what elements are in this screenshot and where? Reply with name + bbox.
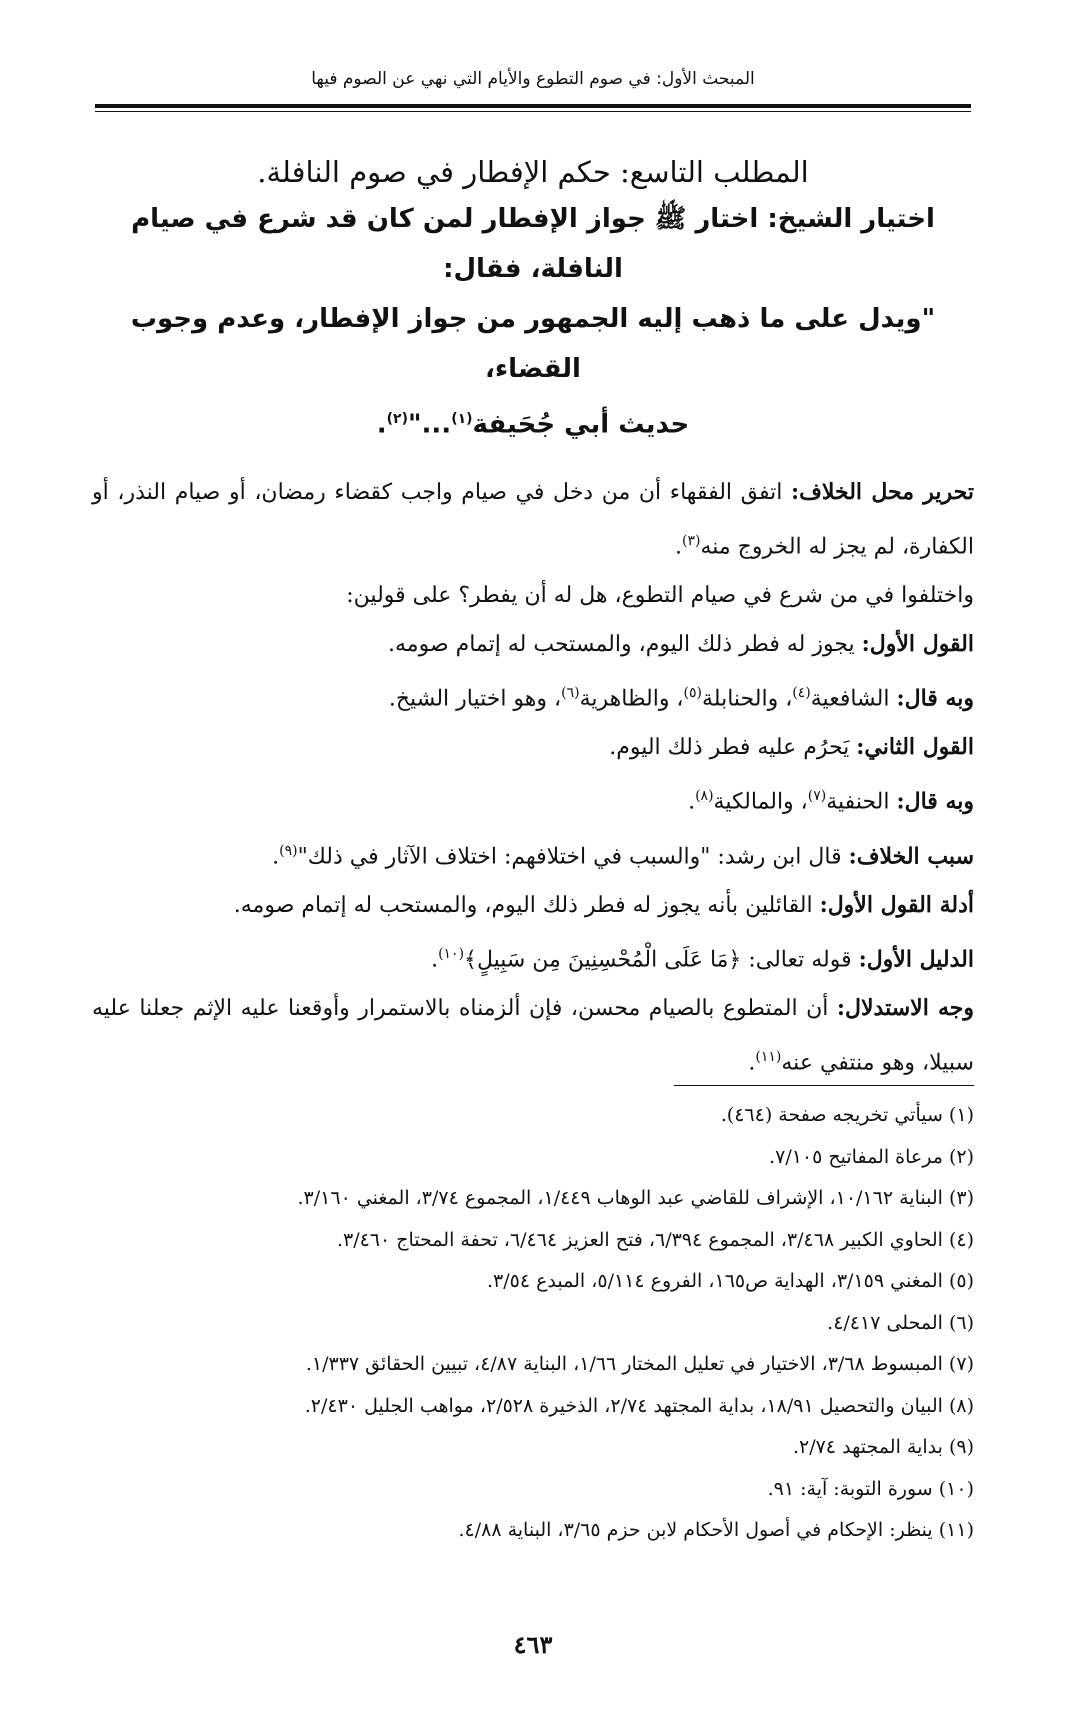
paragraph-second-opinion-holders [92,772,974,826]
paragraph-first-opinion-holders [92,669,974,723]
paragraph-cause-of-dispute [92,827,974,881]
section-title: المطلب التاسع: حكم الإفطار في صوم النافلة. [257,155,809,189]
footnote-item: (٦) المحلى ٤/٤١٧. [827,1311,974,1334]
paragraph-inference [92,984,974,1087]
running-header: المبحث الأول: في صوم التطوع والأيام التي نهي عن الصوم فيها [311,69,755,89]
paragraph-text: ، والمالكية [713,789,808,815]
choice-line-2: "ويدل على ما ذهب إليه الجمهور من جواز الإفطار، وعدم وجوب القضاء، [130,304,936,384]
choice-line-1: اختيار الشيخ: اختار ﷺ جواز الإفطار لمن كان قد شرع في صيام النافلة، فقال: [131,204,935,284]
paragraph-text: قال ابن رشد: "والسبب في اختلافهم: اختلاف الآثار في ذلك" [297,843,849,869]
sheikh-choice [92,194,974,450]
paragraph-first-opinion-evidence [92,881,974,930]
main-content [92,150,974,1088]
paragraph-first-evidence [92,930,974,984]
paragraph-text: . [688,789,696,815]
paragraph-end: . [748,1050,756,1076]
page-number: ٤٦٣ [513,1630,553,1659]
paragraph-label: وبه قال: [896,788,974,815]
footnote-item: (٣) البناية ١٠/١٦٢، الإشراف للقاضي عبد الوهاب ١/٤٤٩، المجموع ٣/٧٤، المغني ٣/١٦٠. [297,1187,974,1209]
paragraph-second-opinion [92,723,974,772]
choice-line-3-mid: ..." [408,409,452,440]
footnote-ref[interactable]: (١٠) [438,945,465,962]
paragraph-text: يجوز له فطر ذلك اليوم، والمستحب له إتمام صومه. [388,631,862,657]
footnote-ref[interactable]: (٥) [683,684,703,701]
footnote-ref[interactable]: (١) [451,411,473,427]
paragraph-text: ، وهو اختيار الشيخ. [388,686,562,712]
footnote-item: (٤) الحاوي الكبير ٣/٤٦٨، المجموع ٦/٣٩٤، فتح العزيز ٦/٤٦٤، تحفة المحتاج ٣/٤٦٠. [336,1228,974,1251]
paragraph-end: . [272,843,280,869]
paragraph-text: ، والظاهرية [579,686,684,712]
footnote-item: (٧) المبسوط ٣/٦٨، الاختيار في تعليل المختار ١/٦٦، البناية ٤/٨٧، تبيين الحقائق ١/٣٣٧. [305,1353,974,1375]
header-rule-thin [95,111,971,112]
footnote-ref[interactable]: (٤) [792,684,811,701]
paragraph-label: الدليل الأول: [858,946,974,973]
paragraph-text: واختلفوا في من شرع في صيام التطوع، هل له أن يفطر؟ على قولين: [346,582,974,608]
paragraph-text: الشافعية [810,686,897,712]
paragraph-text: أن المتطوع بالصيام محسن، فإن ألزمناه بالاستمرار وأوقعنا عليه الإثم جعلنا عليه سبيلا، وهو منتفي عنه [92,996,974,1076]
paragraph-text: الحنفية [826,789,897,815]
header-rule-thick [95,104,971,108]
footnote-separator [674,1085,974,1086]
paragraph-first-opinion [92,620,974,669]
footnote-ref[interactable]: (٧) [807,788,827,805]
paragraph-text: القائلين بأنه يجوز له فطر ذلك اليوم، والمستحب له إتمام صومه. [233,892,820,918]
footnote-ref[interactable]: (٣) [682,532,701,549]
footnote-item: (١) سيأتي تخريجه صفحة (٤٦٤). [720,1104,974,1126]
footnote-ref[interactable]: (٨) [695,788,714,805]
paragraph-text: ، والحنابلة [702,686,793,712]
paragraph-dispute-scope [92,468,974,571]
paragraph-text: اتفق الفقهاء أن من دخل في صيام واجب كقضاء رمضان، أو صيام النذر، أو الكفارة، لم يجز له الخروج منه [92,479,974,559]
paragraph-text: يَحرُم عليه فطر ذلك اليوم. [609,735,857,761]
footnote-ref[interactable]: (١١) [755,1049,782,1066]
paragraph-label: وجه الاستدلال: [836,995,974,1022]
choice-line-3-end: . [376,409,387,440]
paragraph-disagreement [92,571,974,620]
footnote-item: (١٠) سورة التوبة: آية: ٩١. [767,1477,974,1500]
quran-verse: قوله تعالى: ﴿مَا عَلَى الْمُحْسِنِينَ مِن سَبِيلٍ﴾ [464,947,859,973]
footnotes [92,1095,974,1552]
paragraph-label: القول الثاني: [856,734,974,761]
paragraph-label: أدلة القول الأول: [819,891,974,918]
choice-line-3-text: حديث أبي جُحَيفة [472,409,690,440]
footnote-ref[interactable]: (٦) [561,684,580,701]
footnote-item: (٢) مرعاة المفاتيح ٧/١٠٥. [769,1145,974,1168]
footnote-ref[interactable]: (٢) [386,411,408,427]
footnote-ref[interactable]: (٩) [279,842,298,859]
paragraph-label: القول الأول: [861,630,974,657]
choice-line-3 [92,394,974,450]
paragraph-label: وبه قال: [896,685,974,712]
paragraph-label: تحرير محل الخلاف: [790,478,974,505]
paragraph-end: . [431,947,439,973]
footnote-item: (٥) المغني ٣/١٥٩، الهداية ص١٦٥، الفروع ٥/١١٤، المبدع ٣/٥٤. [486,1270,974,1292]
footnote-item: (١١) ينظر: الإحكام في أصول الأحكام لابن حزم ٣/٦٥، البناية ٤/٨٨. [458,1519,974,1541]
paragraph-label: سبب الخلاف: [848,842,974,869]
footnote-item: (٩) بداية المجتهد ٢/٧٤. [792,1436,974,1458]
paragraph-end: . [675,533,682,559]
footnote-item: (٨) البيان والتحصيل ١٨/٩١، بداية المجتهد ٢/٧٤، الذخيرة ٢/٥٢٨، مواهب الجليل ٢/٤٣٠. [304,1394,974,1417]
